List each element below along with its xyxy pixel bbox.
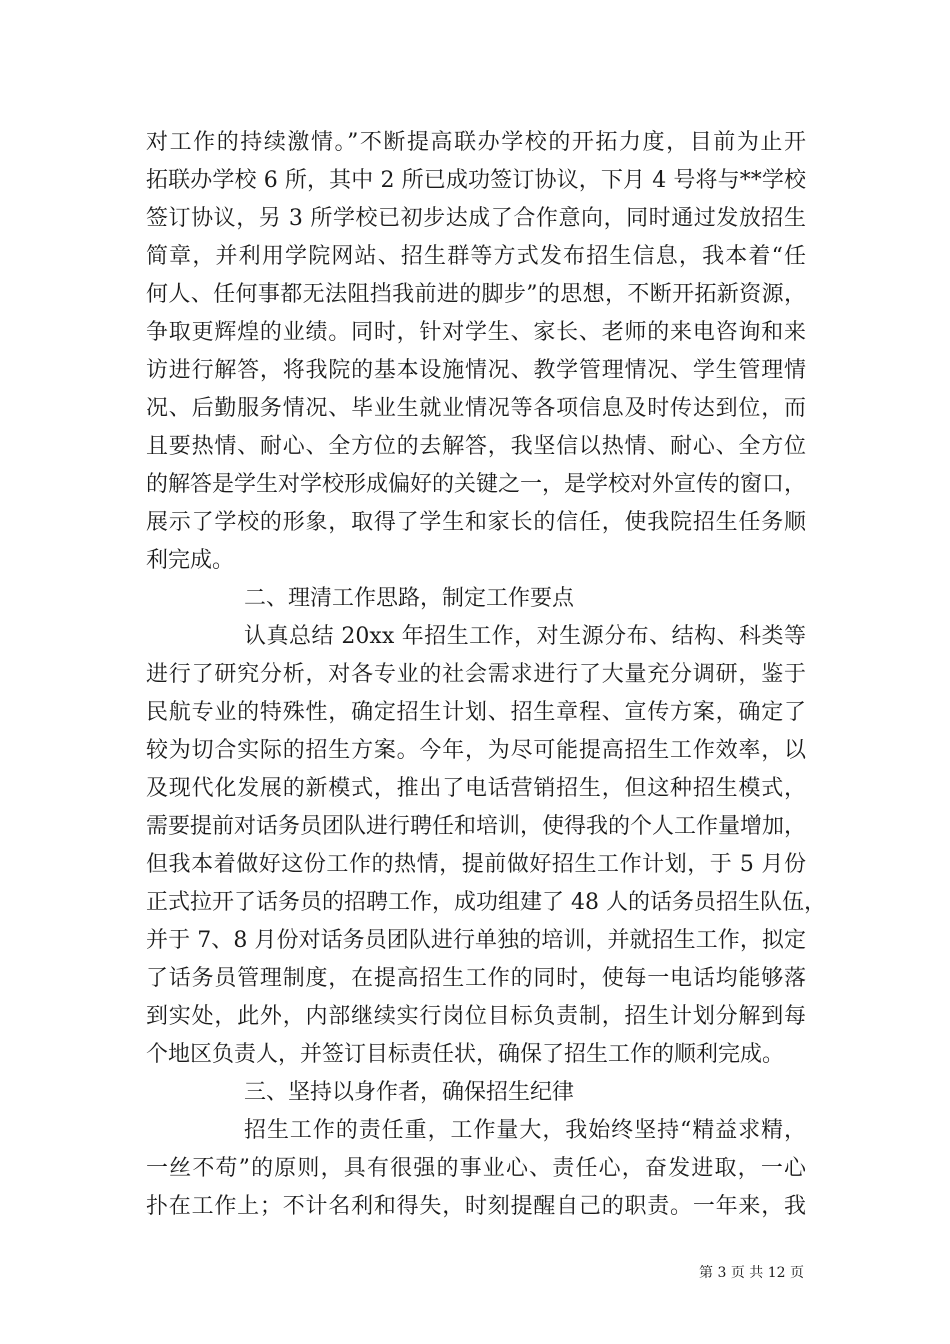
body-text-line: 拓联办学校 6 所，其中 2 所已成功签订协议，下月 4 号将与**学校 [146, 168, 806, 193]
body-text-line: 到实处，此外，内部继续实行岗位目标负责制，招生计划分解到每 [146, 1004, 806, 1029]
body-text-line: 且要热情、耐心、全方位的去解答，我坚信以热情、耐心、全方位 [146, 434, 806, 459]
body-text-line: 并于 7、8 月份对话务员团队进行单独的培训，并就招生工作，拟定 [146, 928, 806, 953]
page-number-footer: 第 3 页 共 12 页 [699, 1265, 804, 1281]
body-text-line: 需要提前对话务员团队进行聘任和培训，使得我的个人工作量增加， [146, 814, 807, 839]
body-text-line: 的解答是学生对学校形成偏好的关键之一，是学校对外宣传的窗口， [146, 472, 807, 497]
body-text-line: 扑在工作上；不计名利和得失，时刻提醒自己的职责。一年来，我 [146, 1194, 806, 1219]
body-text-line: 争取更辉煌的业绩。同时，针对学生、家长、老师的来电咨询和来 [146, 320, 806, 345]
body-text-line: 较为切合实际的招生方案。今年，为尽可能提高招生工作效率，以 [146, 738, 806, 763]
section-heading: 二、理清工作思路，制定工作要点 [244, 586, 575, 611]
paragraph-first-line: 认真总结 20xx 年招生工作，对生源分布、结构、科类等 [244, 624, 806, 649]
body-text-line: 签订协议，另 3 所学校已初步达成了合作意向，同时通过发放招生 [146, 206, 806, 231]
body-text-line: 利完成。 [146, 548, 235, 573]
body-text-line: 对工作的持续激情。”不断提高联办学校的开拓力度，目前为止开 [146, 130, 806, 155]
body-text-line: 访进行解答，将我院的基本设施情况、教学管理情况、学生管理情 [146, 358, 806, 383]
body-text-line: 进行了研究分析，对各专业的社会需求进行了大量充分调研，鉴于 [146, 662, 806, 687]
body-text-line: 展示了学校的形象，取得了学生和家长的信任，使我院招生任务顺 [146, 510, 806, 535]
body-text-line: 民航专业的特殊性，确定招生计划、招生章程、宣传方案，确定了 [146, 700, 806, 725]
body-text-line: 但我本着做好这份工作的热情，提前做好招生工作计划，于 5 月份 [146, 852, 806, 877]
body-text-line: 正式拉开了话务员的招聘工作，成功组建了 48 人的话务员招生队伍， [146, 890, 826, 915]
body-text-line: 简章，并利用学院网站、招生群等方式发布招生信息，我本着“任 [146, 244, 806, 269]
section-heading: 三、坚持以身作者，确保招生纪律 [244, 1080, 575, 1105]
body-text-line: 一丝不苟”的原则，具有很强的事业心、责任心，奋发进取，一心 [146, 1156, 806, 1181]
body-text-line: 况、后勤服务情况、毕业生就业情况等各项信息及时传达到位，而 [146, 396, 806, 421]
body-text-line: 及现代化发展的新模式，推出了电话营销招生，但这种招生模式， [146, 776, 806, 801]
paragraph-first-line: 招生工作的责任重，工作量大，我始终坚持“精益求精， [244, 1118, 806, 1143]
body-text-line: 了话务员管理制度，在提高招生工作的同时，使每一电话均能够落 [146, 966, 806, 991]
body-text-line: 何人、任何事都无法阻挡我前进的脚步”的思想，不断开拓新资源， [146, 282, 806, 307]
body-text-line: 个地区负责人，并签订目标责任状，确保了招生工作的顺利完成。 [146, 1042, 785, 1067]
